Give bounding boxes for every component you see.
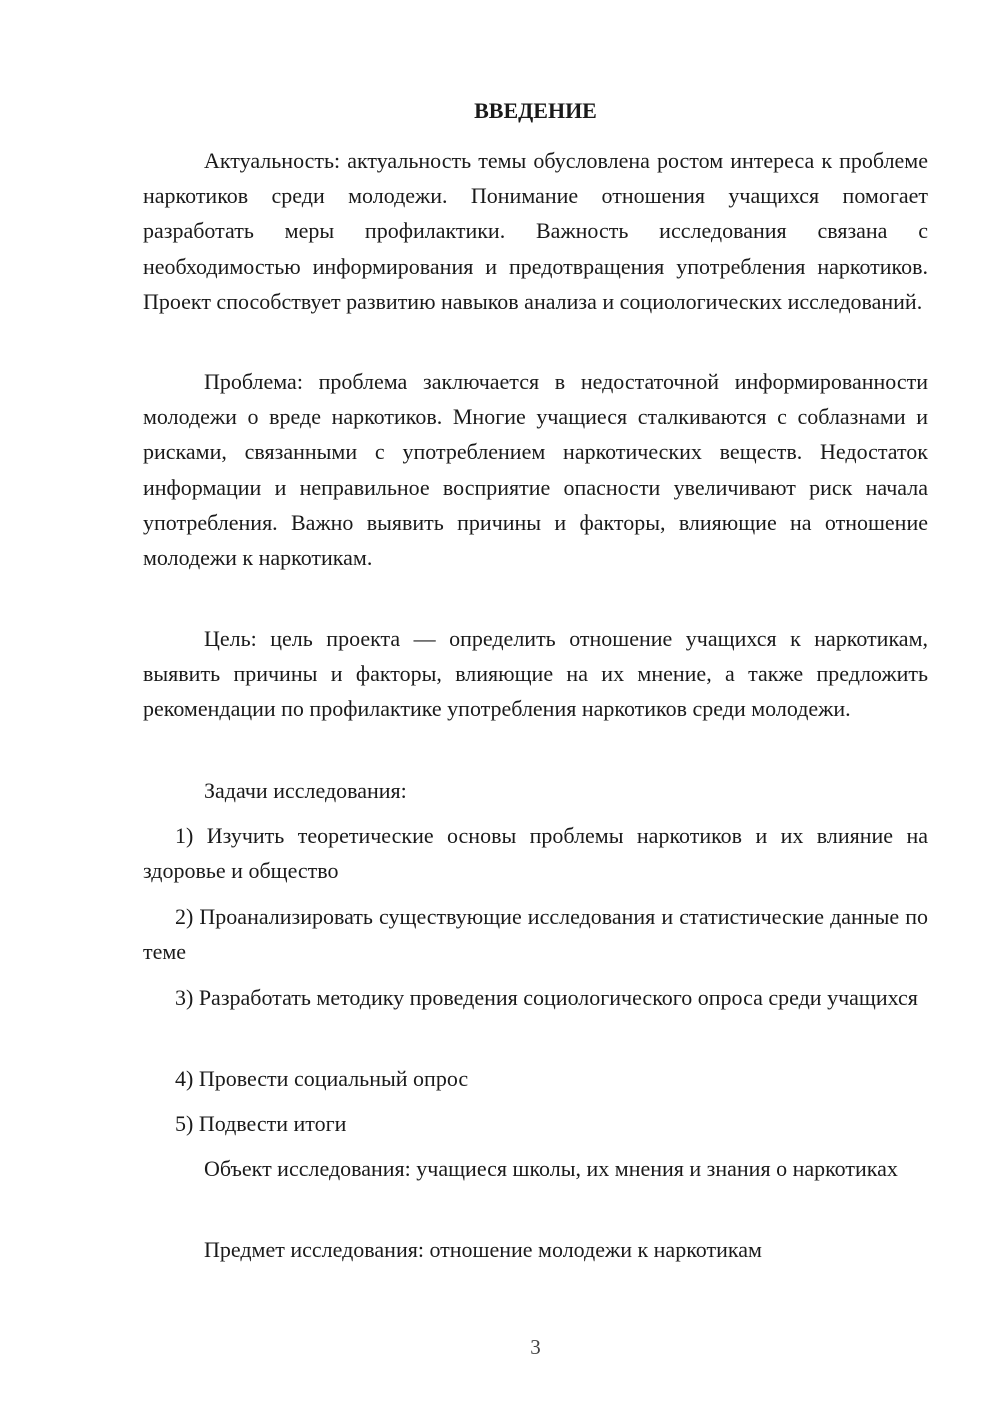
page-number: 3 <box>530 1335 541 1359</box>
task-item-2: 2) Проанализировать существующие исследования и статистические данные по теме <box>143 904 928 965</box>
task-item-4: 4) Провести социальный опрос <box>175 1066 469 1091</box>
paragraph-relevance: Актуальность: актуальность темы обусловлена ростом интереса к проблеме наркотиков среди молодежи. Понимание отношения учащихся помогает разработать меры профилактики. Важность исследования связана с необходимостью информирования и предотвращения употребления наркотиков. Проект способствует развитию навыков анализа и социологических исследований. <box>143 148 928 314</box>
task-item-1: 1) Изучить теоретические основы проблемы наркотиков и их влияние на здоровье и общество <box>143 823 928 884</box>
paragraph-goal: Цель: цель проекта — определить отношение учащихся к наркотикам, выявить причины и факторы, влияющие на их мнение, а также предложить рекомендации по профилактике употребления наркотиков среди молодежи. <box>143 626 928 722</box>
page-title: ВВЕДЕНИЕ <box>474 98 597 123</box>
paragraph-problem: Проблема: проблема заключается в недостаточной информированности молодежи о вреде наркотиков. Многие учащиеся сталкиваются с соблазнами и рисками, связанными с употреблением наркотических веществ. Недостаток информации и неправильное восприятие опасности увеличивают риск начала употребления. Важно выявить причины и факторы, влияющие на отношение молодежи к наркотикам. <box>143 369 928 571</box>
paragraph-object: Объект исследования: учащиеся школы, их мнения и знания о наркотиках <box>204 1156 898 1181</box>
task-item-3: 3) Разработать методику проведения социологического опроса среди учащихся <box>175 985 918 1010</box>
task-item-5: 5) Подвести итоги <box>175 1111 347 1136</box>
tasks-heading: Задачи исследования: <box>204 778 407 803</box>
paragraph-subject: Предмет исследования: отношение молодежи к наркотикам <box>204 1237 762 1262</box>
